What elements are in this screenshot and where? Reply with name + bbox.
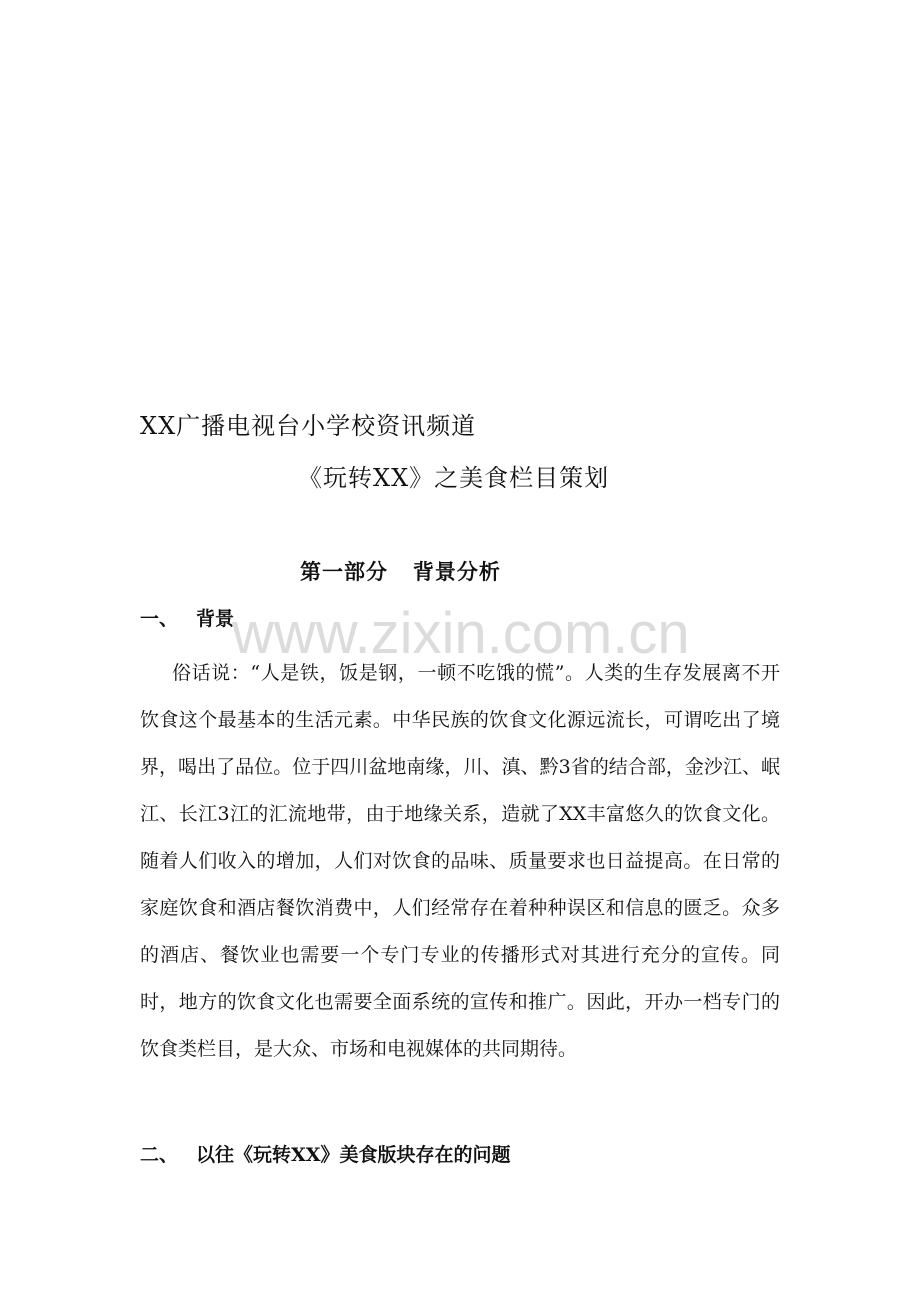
watermark: www.zixin.com.cn (232, 601, 690, 666)
section-number: 二、 (140, 1144, 179, 1166)
part-heading: 第一部分 背景分析 (300, 559, 501, 584)
section-title: 背景 (196, 608, 235, 630)
document-title-line2: 《玩转XX》之美食栏目策划 (298, 464, 610, 492)
section-number: 一、 (140, 608, 179, 630)
body-paragraph: 俗话说：“人是铁，饭是钢，一顿不吃饿的慌”。人类的生存发展离不开饮食这个最基本的生活元素。中华民族的饮食文化源远流长，可谓吃出了境界，喝出了品位。位于四川盆地南缘，川、滇、黔3省的结合部，金沙江、岷江、长江3江的汇流地带，由于地缘关系，造就了XX丰富悠久的饮食文化。随着人们收入的增加，人们对饮食的品味、质量要求也日益提高。在日常的家庭饮食和酒店餐饮消费中，人们经常存在着种种误区和信息的匮乏。众多的酒店、餐饮业也需要一个专门专业的传播形式对其进行充分的宣传。同时，地方的饮食文化也需要全面系统的宣传和推广。因此，开办一档专门的饮食类栏目，是大众、市场和电视媒体的共同期待。 (140, 662, 780, 1060)
document-title-line1: XX广播电视台小学校资讯频道 (140, 412, 477, 440)
section-heading-2 (140, 1140, 510, 1167)
section-heading-1 (140, 604, 234, 631)
section-title: 以往《玩转XX》美食版块存在的问题 (196, 1144, 511, 1166)
